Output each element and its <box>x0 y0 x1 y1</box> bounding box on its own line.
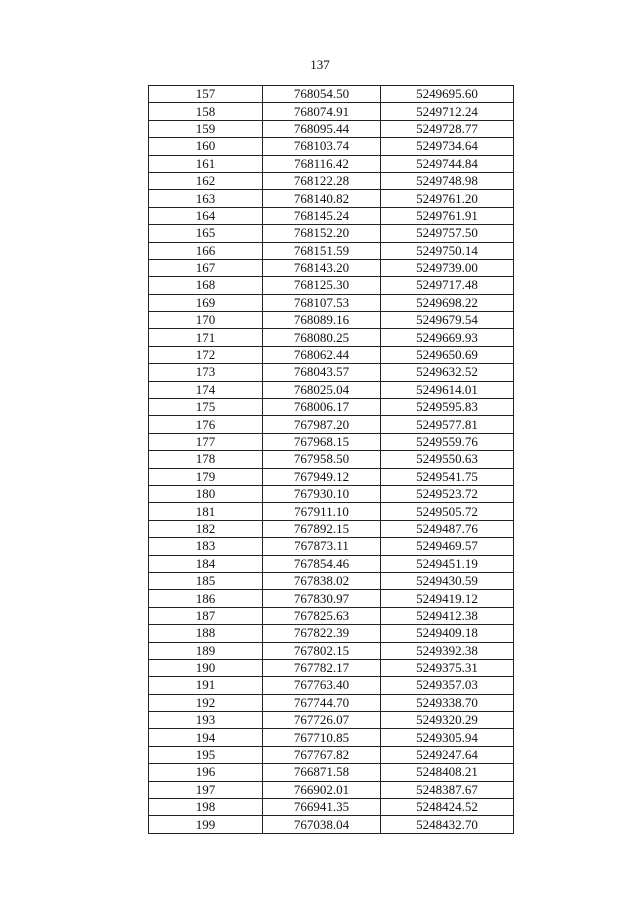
x-coordinate-cell: 766902.01 <box>263 781 381 798</box>
x-coordinate-cell: 768043.57 <box>263 364 381 381</box>
y-coordinate-cell: 5249761.91 <box>381 207 514 224</box>
y-coordinate-cell: 5249247.64 <box>381 746 514 763</box>
x-coordinate-cell: 767744.70 <box>263 694 381 711</box>
x-coordinate-cell: 767767.82 <box>263 746 381 763</box>
x-coordinate-cell: 768080.25 <box>263 329 381 346</box>
y-coordinate-cell: 5249577.81 <box>381 416 514 433</box>
table-row <box>149 120 514 137</box>
x-coordinate-cell: 768006.17 <box>263 399 381 416</box>
table-row <box>149 712 514 729</box>
x-coordinate-cell: 767038.04 <box>263 816 381 833</box>
y-coordinate-cell: 5249430.59 <box>381 572 514 589</box>
point-number-cell: 179 <box>149 468 263 485</box>
table-row <box>149 364 514 381</box>
point-number-cell: 197 <box>149 781 263 798</box>
point-number-cell: 190 <box>149 659 263 676</box>
y-coordinate-cell: 5248424.52 <box>381 799 514 816</box>
x-coordinate-cell: 767987.20 <box>263 416 381 433</box>
x-coordinate-cell: 768122.28 <box>263 172 381 189</box>
x-coordinate-cell: 767802.15 <box>263 642 381 659</box>
point-number-cell: 163 <box>149 190 263 207</box>
table-row <box>149 799 514 816</box>
table-row <box>149 294 514 311</box>
y-coordinate-cell: 5249523.72 <box>381 485 514 502</box>
y-coordinate-cell: 5249550.63 <box>381 451 514 468</box>
y-coordinate-cell: 5249761.20 <box>381 190 514 207</box>
table-row <box>149 555 514 572</box>
x-coordinate-cell: 767892.15 <box>263 520 381 537</box>
y-coordinate-cell: 5249757.50 <box>381 225 514 242</box>
table-row <box>149 416 514 433</box>
y-coordinate-cell: 5249614.01 <box>381 381 514 398</box>
table-row <box>149 538 514 555</box>
y-coordinate-cell: 5249419.12 <box>381 590 514 607</box>
point-number-cell: 164 <box>149 207 263 224</box>
x-coordinate-cell: 767825.63 <box>263 607 381 624</box>
point-number-cell: 173 <box>149 364 263 381</box>
point-number-cell: 184 <box>149 555 263 572</box>
y-coordinate-cell: 5249451.19 <box>381 555 514 572</box>
table-row <box>149 155 514 172</box>
y-coordinate-cell: 5249541.75 <box>381 468 514 485</box>
table-row <box>149 677 514 694</box>
table-row <box>149 433 514 450</box>
point-number-cell: 158 <box>149 103 263 120</box>
y-coordinate-cell: 5249669.93 <box>381 329 514 346</box>
table-row <box>149 259 514 276</box>
table-row <box>149 225 514 242</box>
x-coordinate-cell: 767968.15 <box>263 433 381 450</box>
table-row <box>149 590 514 607</box>
y-coordinate-cell: 5249744.84 <box>381 155 514 172</box>
point-number-cell: 188 <box>149 625 263 642</box>
point-number-cell: 168 <box>149 277 263 294</box>
x-coordinate-cell: 768143.20 <box>263 259 381 276</box>
table-row <box>149 816 514 833</box>
x-coordinate-cell: 767854.46 <box>263 555 381 572</box>
x-coordinate-cell: 768140.82 <box>263 190 381 207</box>
x-coordinate-cell: 768025.04 <box>263 381 381 398</box>
y-coordinate-cell: 5249375.31 <box>381 659 514 676</box>
point-number-cell: 185 <box>149 572 263 589</box>
table-row <box>149 138 514 155</box>
table-row <box>149 485 514 502</box>
y-coordinate-cell: 5249338.70 <box>381 694 514 711</box>
y-coordinate-cell: 5249357.03 <box>381 677 514 694</box>
y-coordinate-cell: 5249469.57 <box>381 538 514 555</box>
x-coordinate-cell: 767949.12 <box>263 468 381 485</box>
y-coordinate-cell: 5248387.67 <box>381 781 514 798</box>
table-row <box>149 764 514 781</box>
point-number-cell: 186 <box>149 590 263 607</box>
y-coordinate-cell: 5249650.69 <box>381 346 514 363</box>
table-row <box>149 625 514 642</box>
table-row <box>149 86 514 103</box>
x-coordinate-cell: 767873.11 <box>263 538 381 555</box>
table-row <box>149 781 514 798</box>
table-row <box>149 659 514 676</box>
table-row <box>149 103 514 120</box>
table-row <box>149 468 514 485</box>
y-coordinate-cell: 5249750.14 <box>381 242 514 259</box>
table-row <box>149 312 514 329</box>
point-number-cell: 160 <box>149 138 263 155</box>
y-coordinate-cell: 5249739.00 <box>381 259 514 276</box>
page-number: 137 <box>310 57 330 72</box>
point-number-cell: 181 <box>149 503 263 520</box>
table-row <box>149 242 514 259</box>
point-number-cell: 180 <box>149 485 263 502</box>
point-number-cell: 178 <box>149 451 263 468</box>
y-coordinate-cell: 5249595.83 <box>381 399 514 416</box>
y-coordinate-cell: 5249487.76 <box>381 520 514 537</box>
table-row <box>149 607 514 624</box>
y-coordinate-cell: 5249728.77 <box>381 120 514 137</box>
x-coordinate-cell: 768095.44 <box>263 120 381 137</box>
y-coordinate-cell: 5249679.54 <box>381 312 514 329</box>
table-row <box>149 207 514 224</box>
x-coordinate-cell: 768145.24 <box>263 207 381 224</box>
point-number-cell: 174 <box>149 381 263 398</box>
point-number-cell: 177 <box>149 433 263 450</box>
y-coordinate-cell: 5249695.60 <box>381 86 514 103</box>
x-coordinate-cell: 767726.07 <box>263 712 381 729</box>
point-number-cell: 159 <box>149 120 263 137</box>
y-coordinate-cell: 5249320.29 <box>381 712 514 729</box>
x-coordinate-cell: 768151.59 <box>263 242 381 259</box>
y-coordinate-cell: 5249412.38 <box>381 607 514 624</box>
y-coordinate-cell: 5249305.94 <box>381 729 514 746</box>
point-number-cell: 199 <box>149 816 263 833</box>
x-coordinate-cell: 768107.53 <box>263 294 381 311</box>
x-coordinate-cell: 768062.44 <box>263 346 381 363</box>
table-row <box>149 329 514 346</box>
x-coordinate-cell: 768074.91 <box>263 103 381 120</box>
point-number-cell: 195 <box>149 746 263 763</box>
point-number-cell: 157 <box>149 86 263 103</box>
y-coordinate-cell: 5249505.72 <box>381 503 514 520</box>
table-row <box>149 503 514 520</box>
x-coordinate-cell: 767782.17 <box>263 659 381 676</box>
point-number-cell: 175 <box>149 399 263 416</box>
y-coordinate-cell: 5249698.22 <box>381 294 514 311</box>
y-coordinate-cell: 5249409.18 <box>381 625 514 642</box>
table-row <box>149 729 514 746</box>
point-number-cell: 172 <box>149 346 263 363</box>
point-number-cell: 182 <box>149 520 263 537</box>
x-coordinate-cell: 767763.40 <box>263 677 381 694</box>
x-coordinate-cell: 767911.10 <box>263 503 381 520</box>
table-row <box>149 277 514 294</box>
y-coordinate-cell: 5249632.52 <box>381 364 514 381</box>
x-coordinate-cell: 766871.58 <box>263 764 381 781</box>
x-coordinate-cell: 768103.74 <box>263 138 381 155</box>
x-coordinate-cell: 767838.02 <box>263 572 381 589</box>
point-number-cell: 162 <box>149 172 263 189</box>
table-row <box>149 190 514 207</box>
table-row <box>149 746 514 763</box>
table-row <box>149 451 514 468</box>
x-coordinate-cell: 768089.16 <box>263 312 381 329</box>
x-coordinate-cell: 767930.10 <box>263 485 381 502</box>
table-row <box>149 642 514 659</box>
y-coordinate-cell: 5249712.24 <box>381 103 514 120</box>
table-row <box>149 572 514 589</box>
table-row <box>149 520 514 537</box>
point-number-cell: 198 <box>149 799 263 816</box>
x-coordinate-cell: 767710.85 <box>263 729 381 746</box>
x-coordinate-cell: 768116.42 <box>263 155 381 172</box>
point-number-cell: 169 <box>149 294 263 311</box>
y-coordinate-cell: 5249734.64 <box>381 138 514 155</box>
point-number-cell: 167 <box>149 259 263 276</box>
point-number-cell: 193 <box>149 712 263 729</box>
table-row <box>149 399 514 416</box>
y-coordinate-cell: 5248408.21 <box>381 764 514 781</box>
coordinates-table <box>148 85 514 834</box>
point-number-cell: 183 <box>149 538 263 555</box>
y-coordinate-cell: 5249748.98 <box>381 172 514 189</box>
point-number-cell: 171 <box>149 329 263 346</box>
table-row <box>149 694 514 711</box>
point-number-cell: 165 <box>149 225 263 242</box>
coordinates-table-body <box>149 86 514 834</box>
x-coordinate-cell: 767958.50 <box>263 451 381 468</box>
table-row <box>149 346 514 363</box>
x-coordinate-cell: 767830.97 <box>263 590 381 607</box>
point-number-cell: 176 <box>149 416 263 433</box>
table-row <box>149 172 514 189</box>
point-number-cell: 196 <box>149 764 263 781</box>
y-coordinate-cell: 5248432.70 <box>381 816 514 833</box>
y-coordinate-cell: 5249559.76 <box>381 433 514 450</box>
x-coordinate-cell: 766941.35 <box>263 799 381 816</box>
point-number-cell: 161 <box>149 155 263 172</box>
table-row <box>149 381 514 398</box>
y-coordinate-cell: 5249392.38 <box>381 642 514 659</box>
point-number-cell: 191 <box>149 677 263 694</box>
point-number-cell: 189 <box>149 642 263 659</box>
point-number-cell: 187 <box>149 607 263 624</box>
x-coordinate-cell: 768152.20 <box>263 225 381 242</box>
point-number-cell: 192 <box>149 694 263 711</box>
point-number-cell: 194 <box>149 729 263 746</box>
x-coordinate-cell: 768054.50 <box>263 86 381 103</box>
x-coordinate-cell: 768125.30 <box>263 277 381 294</box>
point-number-cell: 170 <box>149 312 263 329</box>
y-coordinate-cell: 5249717.48 <box>381 277 514 294</box>
x-coordinate-cell: 767822.39 <box>263 625 381 642</box>
point-number-cell: 166 <box>149 242 263 259</box>
